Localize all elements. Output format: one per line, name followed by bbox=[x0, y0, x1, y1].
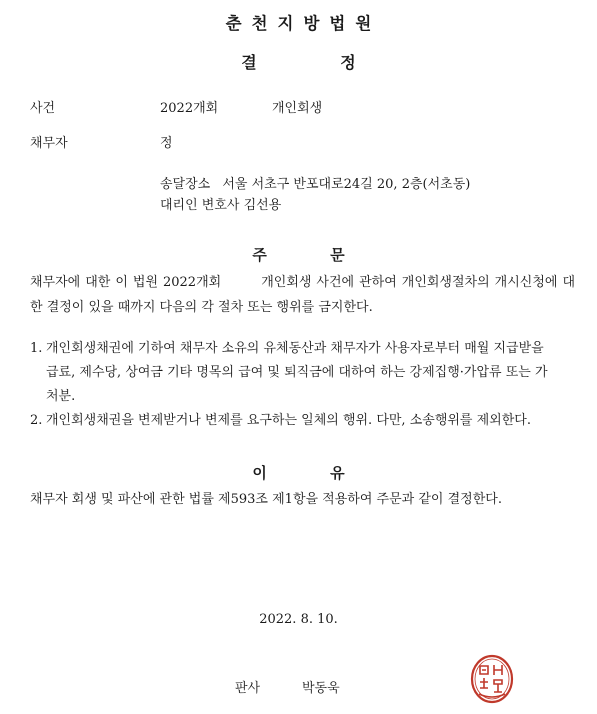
judge-name: 박동욱 bbox=[302, 681, 340, 696]
agent-attorney: 대리인 변호사 김선용 bbox=[160, 198, 282, 213]
service-address bbox=[160, 173, 470, 192]
court-name: 춘천지방법원 bbox=[225, 14, 382, 33]
order-intro bbox=[30, 270, 575, 320]
item-text: 개인회생채권을 변제받거나 변제를 요구하는 일체의 행위. 다만, 소송행위를 제외한다. bbox=[46, 413, 531, 428]
list-item bbox=[30, 409, 560, 433]
order-intro-body: 개인회생 사건에 관하여 개인회생절차의 개시신청에 대한 결정이 있을 때까지 다음의 각 절차 또는 행위를 금지한다. bbox=[30, 275, 575, 315]
document-type: 결 정 bbox=[241, 53, 356, 72]
case-name: 개인회생 bbox=[272, 101, 323, 116]
court-seal-icon bbox=[470, 654, 514, 704]
order-intro-case: 채무자에 대한 이 법원 2022개회 bbox=[30, 275, 222, 290]
list-item bbox=[30, 337, 560, 409]
item-number: 1. bbox=[30, 341, 43, 356]
reason-heading: 이 유 bbox=[252, 464, 345, 482]
reason-text: 채무자 회생 및 파산에 관한 법률 제593조 제1항을 적용하여 주문과 같이 결정한다. bbox=[30, 492, 502, 507]
item-number: 2. bbox=[30, 413, 43, 428]
judge-title: 판사 bbox=[235, 681, 261, 696]
order-items bbox=[30, 337, 560, 433]
decision-date: 2022. 8. 10. bbox=[259, 612, 338, 627]
case-label: 사건 bbox=[30, 101, 56, 116]
item-text: 개인회생채권에 기하여 채무자 소유의 유체동산과 채무자가 사용자로부터 매월 지급받을 급료, 제수당, 상여금 기타 명목의 급여 및 퇴직금에 대하여 하는 강제집행·가압류 또는 가처분. bbox=[46, 341, 548, 404]
address-label: 송달장소 bbox=[160, 177, 211, 192]
order-heading: 주 문 bbox=[252, 246, 345, 264]
debtor-name: 정 bbox=[160, 136, 173, 151]
debtor-label: 채무자 bbox=[30, 136, 68, 151]
case-number: 2022개회 bbox=[160, 101, 219, 116]
address-value: 서울 서초구 반포대로24길 20, 2층(서초동) bbox=[222, 177, 471, 192]
